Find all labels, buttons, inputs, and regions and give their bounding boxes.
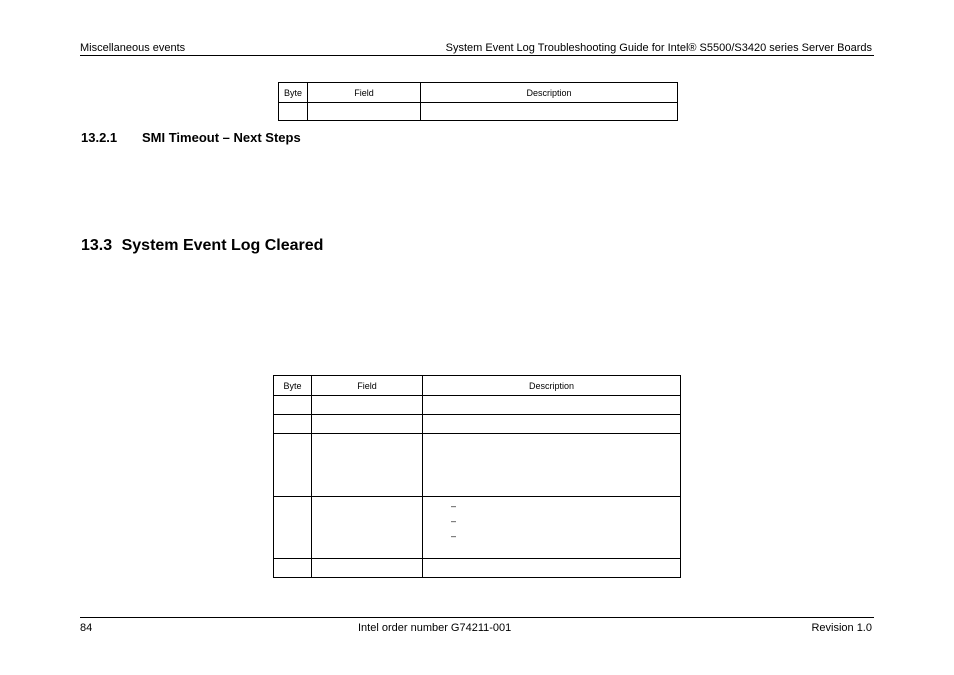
table-cell [423,396,681,415]
table-cell [312,559,423,578]
section-heading-13-3 [81,237,323,255]
table-1-header-description: Description [421,83,678,103]
table-2 [273,375,681,578]
table-row [274,415,681,434]
header-right: System Event Log Troubleshooting Guide for Intel® S5500/S3420 series Server Boards [445,42,872,54]
footer-revision: Revision 1.0 [811,622,872,634]
table-cell [274,497,312,559]
table-cell [421,103,678,121]
table-cell-bullets [423,497,681,559]
table-row [274,559,681,578]
section-title: System Event Log Cleared [121,237,324,254]
table-cell [312,415,423,434]
table-cell [274,559,312,578]
header-left: Miscellaneous events [80,42,186,54]
table-2-header-row [274,376,681,396]
section-heading-13-2-1 [81,130,301,145]
footer-page-number: 84 [80,622,93,634]
dash-bullet: – [451,501,457,511]
table-row [274,497,681,559]
table-cell [312,434,423,497]
section-number: 13.2.1 [81,130,118,145]
table-2-header-byte: Byte [274,376,312,396]
table-1 [278,82,678,121]
table-row [274,396,681,415]
header-rule [80,55,874,56]
section-number: 13.3 [81,237,113,254]
table-cell [279,103,308,121]
table-cell [274,415,312,434]
table-2-header-field: Field [312,376,423,396]
table-row [274,434,681,497]
table-cell [312,396,423,415]
dash-bullet: – [451,531,457,541]
footer-rule [80,617,874,618]
table-1-header-byte: Byte [279,83,308,103]
table-cell [423,434,681,497]
table-row [279,103,678,121]
dash-bullet: – [451,516,457,526]
footer-order-number: Intel order number G74211-001 [358,622,512,634]
table-cell [274,434,312,497]
section-title: SMI Timeout – Next Steps [142,130,301,145]
table-1-header-row [279,83,678,103]
table-1-header-field: Field [308,83,421,103]
table-cell [312,497,423,559]
table-cell [423,415,681,434]
table-cell [274,396,312,415]
table-cell [308,103,421,121]
table-2-header-description: Description [423,376,681,396]
table-cell [423,559,681,578]
